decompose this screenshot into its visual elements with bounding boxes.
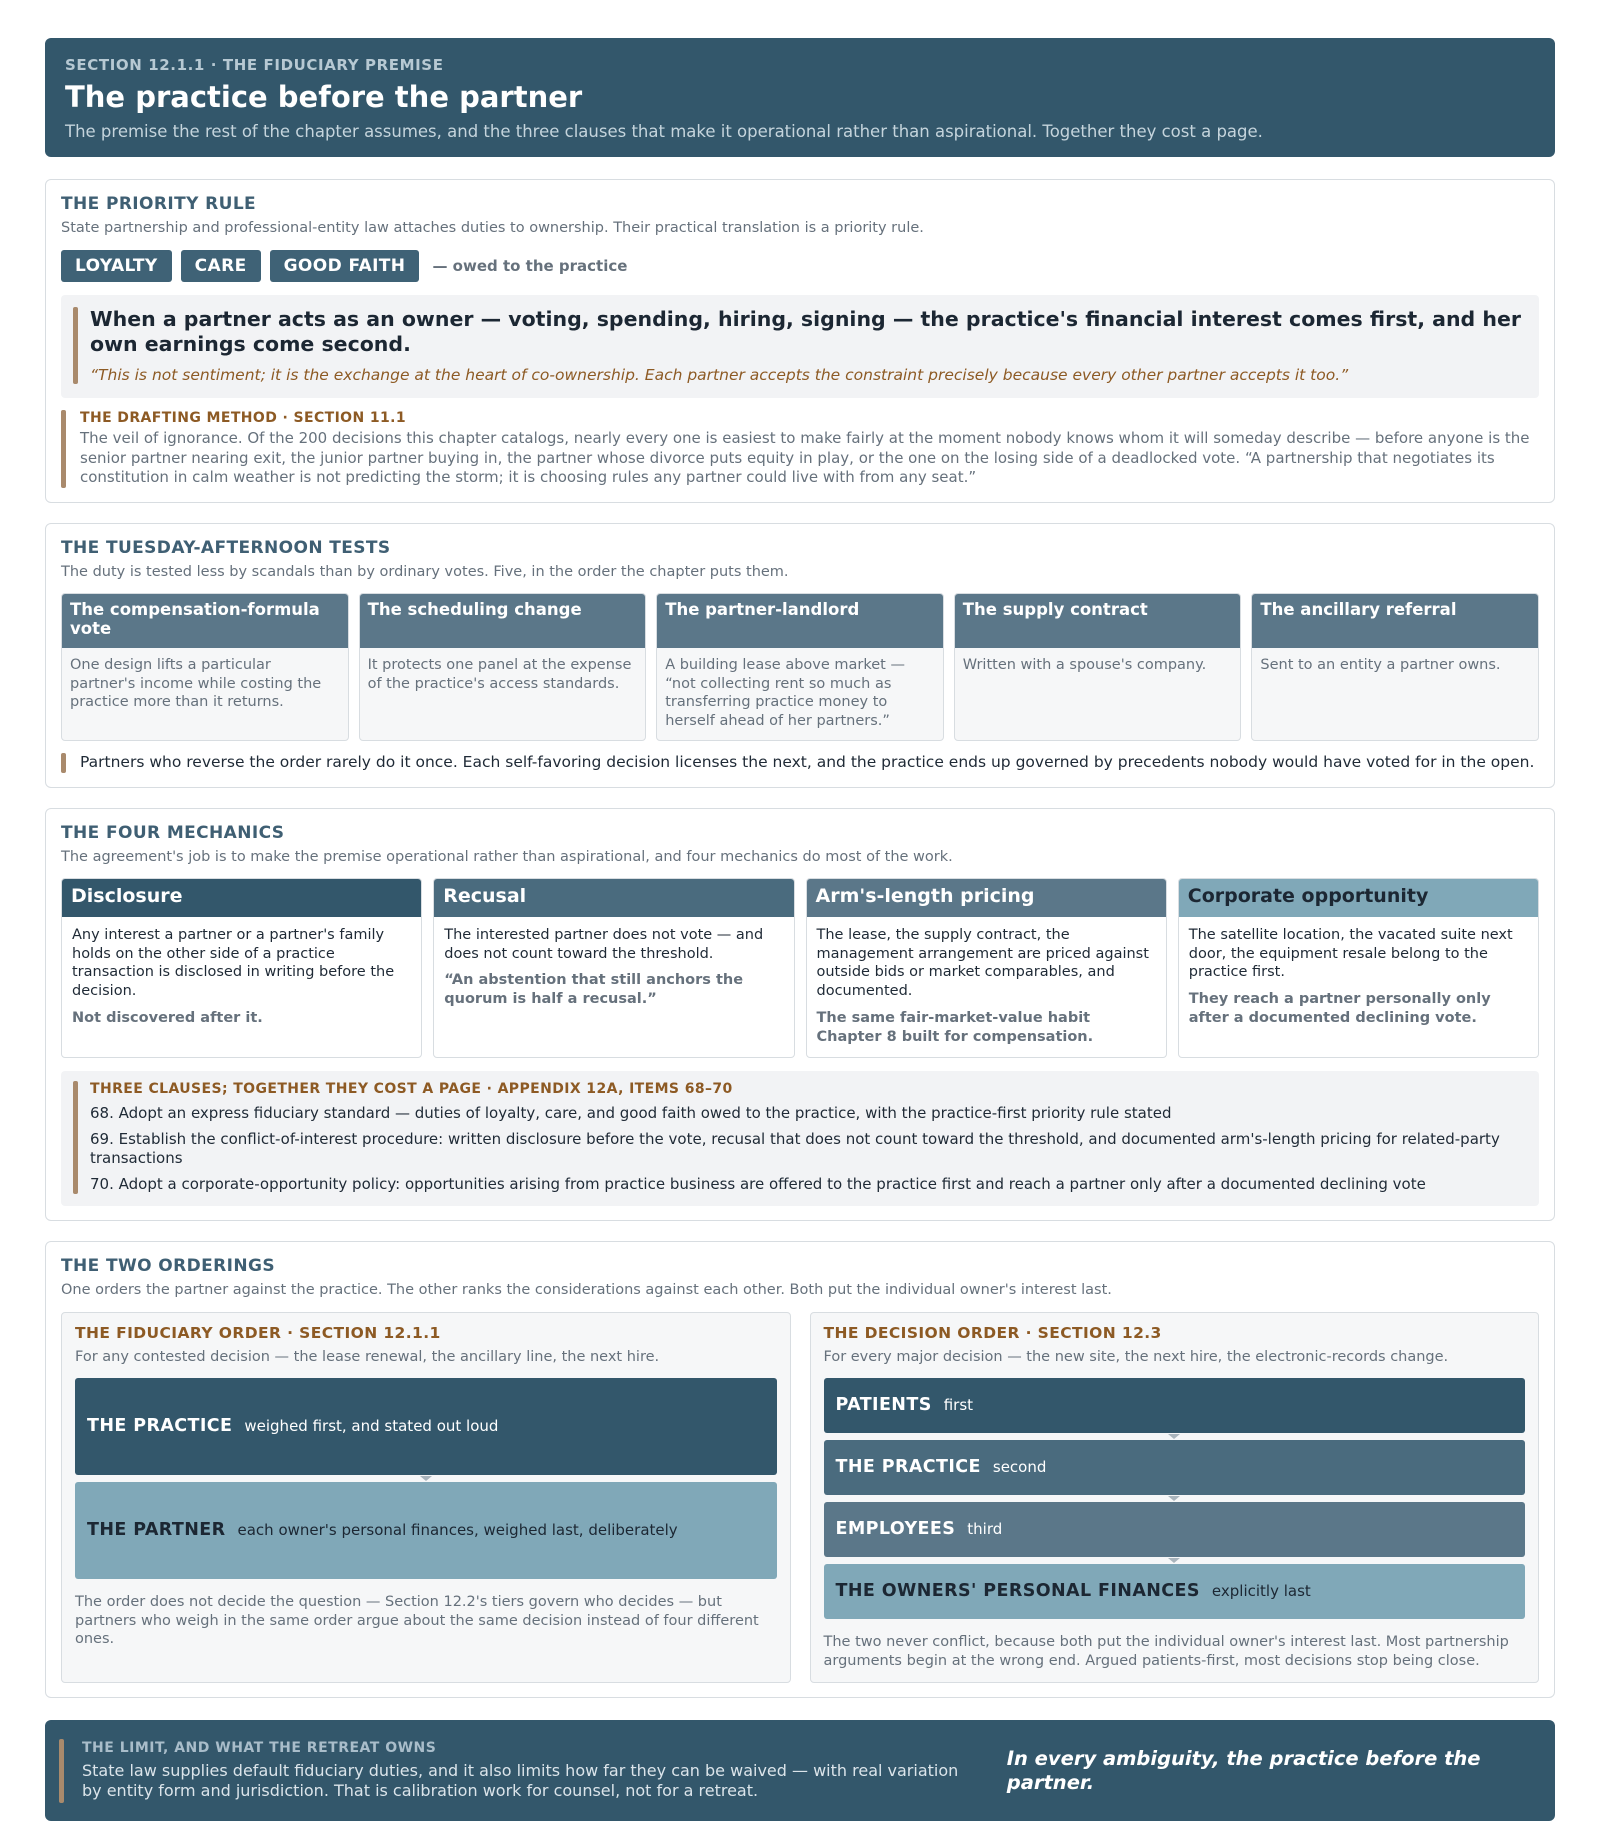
rank-owners-personal-finances — [824, 1564, 1526, 1619]
panel-subtitle: State partnership and professional-entity law attaches duties to ownership. Their practical translation is a priority rule. — [61, 220, 924, 236]
chevron-down-icon — [1168, 1496, 1180, 1501]
rank-label: THE PRACTICE — [87, 1416, 233, 1437]
test-card-title: The compensation-formula vote — [62, 594, 348, 648]
page-header — [45, 38, 1555, 157]
clause-item: 68. Adopt an express fiduciary standard — duties of loyalty, care, and good faith owed to the practice, with the practice-first priority rule stated — [90, 1103, 1172, 1122]
mechanic-card-recusal — [433, 878, 794, 1058]
mechanic-card-body: The interested partner does not vote — and does not count toward the threshold. — [444, 926, 764, 962]
footer-motto: In every ambiguity, the practice before the partner. — [1006, 1746, 1481, 1794]
mechanic-card-emphasis: The same fair-market-value habit Chapter 8 built for compensation. — [816, 1010, 1094, 1045]
panel-subtitle: One orders the partner against the practice. The other ranks the considerations against each other. Both put the individual owner's interest last. — [61, 1281, 1112, 1298]
rank-note: each owner's personal finances, weighed last, deliberately — [237, 1521, 678, 1540]
footer-kicker: THE LIMIT, AND WHAT THE RETREAT OWNS — [82, 1739, 437, 1756]
mechanic-card-title: Recusal — [434, 879, 793, 917]
mechanic-card-body: The satellite location, the vacated suite next door, the equipment resale belong to the practice first. — [1188, 926, 1513, 981]
page-subtitle: The premise the rest of the chapter assumes, and the three clauses that make it operational rather than aspirational. Together they cost a page. — [65, 122, 1263, 141]
test-card-body: It protects one panel at the expense of the practice's access standards. — [367, 656, 632, 692]
rank-note: second — [992, 1458, 1047, 1477]
drafting-method-text: The veil of ignorance. Of the 200 decisions this chapter catalogs, nearly every one is easiest to make fairly at the moment nobody knows whom it will someday describe — before anyone is the senior partner nearing exit, the junior partner buying in, the partner whose divorce puts equity in play, or the one on the losing side of a deadlocked vote. “A partnership that negotiates its constitution in calm weather is not predicting the storm; it is choosing rules any partner could live with from any seat.” — [80, 429, 1530, 487]
order-columns — [61, 1312, 1539, 1684]
decision-order-kicker: THE DECISION ORDER · SECTION 12.3 — [823, 1323, 1162, 1342]
duty-tags — [61, 250, 1539, 282]
tuesday-tests-panel — [45, 523, 1555, 788]
panel-title: THE TUESDAY-AFTERNOON TESTS — [61, 537, 391, 558]
decision-order — [810, 1312, 1540, 1684]
tests-note — [61, 753, 1539, 773]
rank-note: first — [943, 1396, 974, 1415]
mechanic-card-emphasis: Not discovered after it. — [72, 1010, 263, 1027]
three-clauses-callout — [61, 1071, 1539, 1206]
rank-label: THE PARTNER — [87, 1520, 226, 1541]
fiduciary-order-footer: The order does not decide the question — Section 12.2's tiers govern who decides — but partners who weigh in the same order argue about the same decision instead of four different ones. — [75, 1593, 759, 1648]
tag-loyalty: LOYALTY — [61, 250, 172, 282]
test-card-body: One design lifts a particular partner's income while costing the practice more than it returns. — [70, 656, 322, 711]
chevron-down-icon — [420, 1476, 432, 1481]
mechanic-cards — [61, 878, 1539, 1058]
page-title: The practice before the partner — [65, 80, 583, 114]
test-card-title: The scheduling change — [360, 594, 646, 648]
rank-note: third — [967, 1520, 1003, 1539]
priority-rule-panel — [45, 179, 1555, 503]
drafting-method — [61, 410, 1539, 488]
tests-note-text: Partners who reverse the order rarely do it once. Each self-favoring decision licenses the next, and the practice ends up governed by precedents nobody would have voted for in the open. — [80, 752, 1535, 771]
rank-label: EMPLOYEES — [835, 1519, 956, 1540]
test-card-body: Written with a spouse's company. — [962, 656, 1207, 673]
two-orderings-panel — [45, 1241, 1555, 1699]
test-card — [359, 593, 647, 741]
mechanic-card-disclosure — [61, 878, 422, 1058]
priority-rule-statement: When a partner acts as an owner — voting, spending, hiring, signing — the practice's financial interest comes first, and her own earnings come second. — [90, 307, 1521, 356]
test-card-title: The partner-landlord — [657, 594, 943, 648]
fiduciary-order — [61, 1312, 791, 1684]
test-cards — [61, 593, 1539, 741]
mechanic-card-title: Disclosure — [62, 879, 421, 917]
rank-the-partner — [75, 1482, 777, 1579]
decision-order-subtitle: For every major decision — the new site, the next hire, the electronic-records change. — [823, 1348, 1449, 1365]
rank-the-practice — [75, 1378, 777, 1475]
priority-rule-callout — [61, 295, 1539, 398]
tags-note: — owed to the practice — [432, 257, 628, 275]
tag-good-faith: GOOD FAITH — [270, 250, 420, 282]
mechanic-card-arms-length — [806, 878, 1167, 1058]
four-mechanics-panel — [45, 808, 1555, 1221]
mechanic-card-body: The lease, the supply contract, the management arrangement are priced against outside bids or market comparables, and documented. — [816, 926, 1149, 1000]
rank-note: explicitly last — [1211, 1582, 1311, 1601]
clause-item: 70. Adopt a corporate-opportunity policy: opportunities arising from practice business are offered to the practice first and reach a partner only after a documented declining vote — [90, 1174, 1426, 1193]
fiduciary-order-subtitle: For any contested decision — the lease renewal, the ancillary line, the next hire. — [75, 1348, 660, 1365]
panel-title: THE TWO ORDERINGS — [61, 1255, 275, 1276]
test-card — [61, 593, 349, 741]
page-footer — [45, 1720, 1555, 1821]
mechanic-card-title: Corporate opportunity — [1179, 879, 1538, 917]
mechanic-card-corporate-opportunity — [1178, 878, 1539, 1058]
drafting-method-kicker: THE DRAFTING METHOD · SECTION 11.1 — [80, 410, 407, 427]
rank-label: PATIENTS — [835, 1395, 932, 1416]
rank-label: THE OWNERS' PERSONAL FINANCES — [835, 1581, 1200, 1602]
priority-rule-quote: “This is not sentiment; it is the exchange at the heart of co-ownership. Each partner accepts the constraint precisely because every other partner accepts it too.” — [90, 366, 1349, 385]
chevron-down-icon — [1168, 1558, 1180, 1563]
decision-order-footer: The two never conflict, because both put the individual owner's interest last. Most partnership arguments begin at the wrong end. Argued patients-first, most decisions stop being close. — [823, 1633, 1509, 1669]
clause-item: 69. Establish the conflict-of-interest procedure: written disclosure before the vote, recusal that does not count toward the threshold, and documented arm's-length pricing for related-party transactions — [90, 1129, 1500, 1167]
test-card — [656, 593, 944, 741]
mechanic-card-emphasis: They reach a partner personally only after a documented declining vote. — [1188, 991, 1491, 1027]
footer-text: State law supplies default fiduciary duties, and it also limits how far they can be waived — with real variation by entity form and jurisdiction. That is calibration work for counsel, not for a retreat. — [82, 1760, 959, 1801]
fiduciary-order-kicker: THE FIDUCIARY ORDER · SECTION 12.1.1 — [75, 1323, 441, 1342]
mechanic-card-body: Any interest a partner or a partner's family holds on the other side of a practice transaction is disclosed in writing before the decision. — [72, 926, 395, 1000]
test-card-title: The ancillary referral — [1252, 594, 1538, 648]
chevron-down-icon — [1168, 1434, 1180, 1439]
mechanic-card-emphasis: “An abstention that still anchors the quorum is half a recusal.” — [444, 972, 744, 1008]
rank-patients — [824, 1378, 1526, 1433]
test-card — [1251, 593, 1539, 741]
test-card-body: A building lease above market — “not collecting rent so much as transferring practice money to herself ahead of her partners.” — [665, 656, 905, 730]
rank-employees — [824, 1502, 1526, 1557]
test-card — [954, 593, 1242, 741]
rank-note: weighed first, and stated out loud — [244, 1417, 499, 1436]
panel-title: THE FOUR MECHANICS — [61, 822, 285, 843]
test-card-title: The supply contract — [955, 594, 1241, 648]
panel-title: THE PRIORITY RULE — [61, 194, 257, 214]
rank-the-practice — [824, 1440, 1526, 1495]
test-card-body: Sent to an entity a partner owns. — [1260, 656, 1501, 673]
tag-care: CARE — [181, 250, 261, 282]
mechanic-card-title: Arm's-length pricing — [807, 879, 1166, 917]
panel-subtitle: The agreement's job is to make the premise operational rather than aspirational, and four mechanics do most of the work. — [61, 848, 953, 865]
clauses-kicker: THREE CLAUSES; TOGETHER THEY COST A PAGE · APPENDIX 12A, ITEMS 68–70 — [90, 1080, 733, 1097]
panel-subtitle: The duty is tested less by scandals than by ordinary votes. Five, in the order the chapter puts them. — [61, 563, 789, 580]
section-kicker: SECTION 12.1.1 · THE FIDUCIARY PREMISE — [65, 56, 444, 74]
rank-label: THE PRACTICE — [835, 1457, 981, 1478]
